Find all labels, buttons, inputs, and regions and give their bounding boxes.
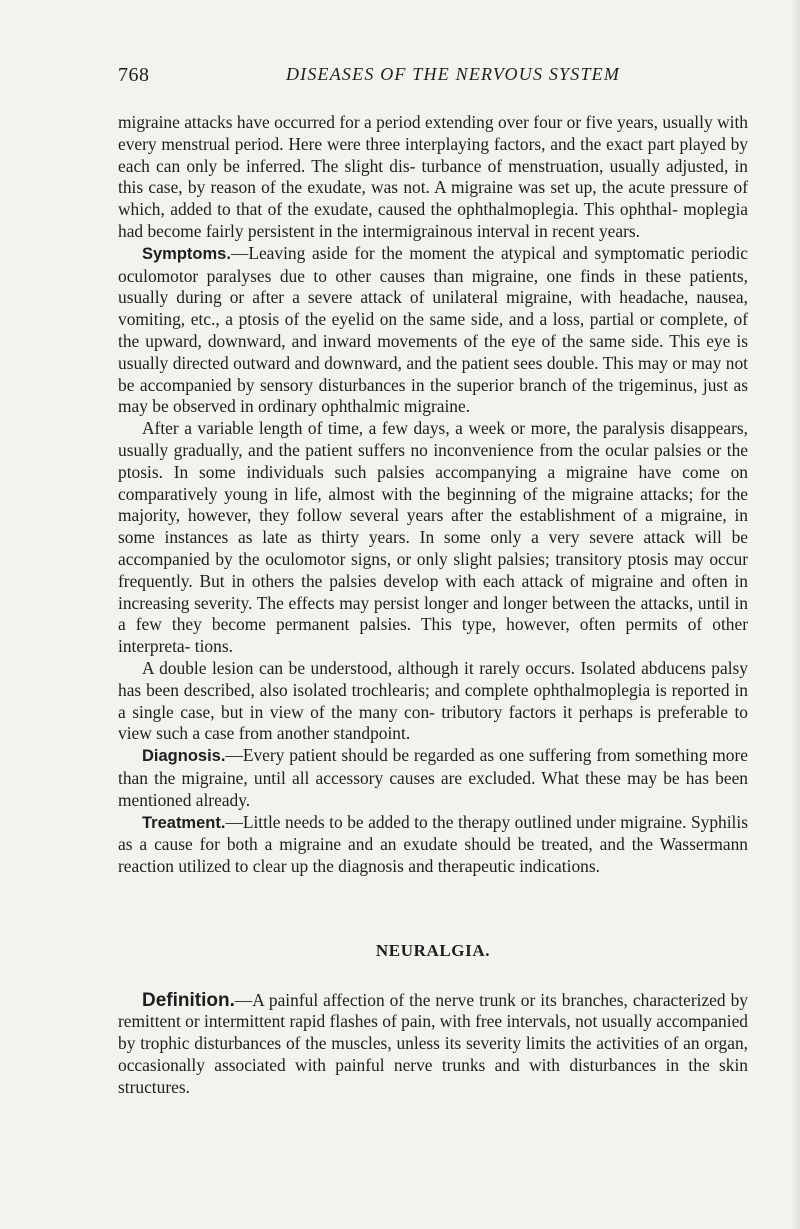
paragraph-course: After a variable length of time, a few days, a week or more, the paralysis disappears, usually gradually, and the patient suffers no inconvenience from the ocular palsies or the ptosis. In some individuals such palsies accompanying a migraine have come on comparatively young in life, almost with the beginning of the migraine attacks; for the majority, however, they follow several years after the establishment of a migraine, in some instances as late as thirty years. In some only a very severe attack will be accompanied by the oculomotor signs, or only slight palsies; transitory ptosis may occur frequently. But in others the palsies develop with each attack of migraine and often in increasing severity. The effects may persist longer and longer between the attacks, until in a few they become permanent palsies. This type, however, often permits of other interpreta- tions. (118, 418, 748, 657)
treatment-heading: Treatment. (142, 813, 226, 832)
paragraph-double-lesion: A double lesion can be understood, although it rarely occurs. Isolated abducens palsy has been described, also isolated trochlearis; and complete ophthalmoplegia is reported in a single case, but in view of the many con- tributory factors it perhaps is preferable to view such a case from another standpoint. (118, 657, 748, 744)
paragraph-definition (118, 990, 748, 1099)
definition-text: —A painful affection of the nerve trunk or its branches, characterized by remittent or intermittent rapid flashes of pain, with free intervals, not usually accompanied by trophic disturbances of the muscles, unless its severity limits the activities of an organ, occasionally associated with painful nerve trunks and with disturbances in the skin structures. (118, 989, 748, 1097)
paragraph-diagnosis (118, 745, 748, 811)
diagnosis-heading: Diagnosis. (142, 747, 226, 766)
page-edge-shadow (790, 0, 800, 1229)
paragraph-treatment (118, 812, 748, 878)
treatment-text: —Little needs to be added to the therapy outlined under migraine. Syphilis as a cause for both a migraine and an exudate should be treated, and the Wassermann reaction utilized to clear up the diagnosis and therapeutic indications. (118, 811, 748, 877)
running-title: DISEASES OF THE NERVOUS SYSTEM (285, 64, 621, 84)
symptoms-heading: Symptoms. (142, 244, 231, 263)
paragraph-symptoms (118, 243, 748, 418)
paragraph-continuation: migraine attacks have occurred for a period extending over four or five years, usually with every menstrual period. Here were three interplaying factors, and the exact part played by each can only be inferred. The slight dis- turbance of menstruation, usually adjusted, in this case, by reason of the exudate, was not. A migraine was set up, the acute pressure of which, added to that of the exudate, caused the ophthalmoplegia. This ophthal- moplegia had become fairly persistent in the intermigrainous interval in recent years. (118, 112, 748, 241)
section-title-neuralgia: NEURALGIA. (375, 940, 491, 960)
symptoms-text: —Leaving aside for the moment the atypical and symptomatic periodic oculomotor paralyses due to other causes than migraine, one finds in these patients, usually during or after a severe attack of unilateral migraine, with headache, nausea, vomiting, etc., a ptosis of the eyelid on the same side, and a loss, partial or complete, of the upward, downward, and inward movements of the eye of the same side. This eye is usually directed outward and downward, and the patient sees double. This may or may not be accompanied by sensory disturbances in the superior branch of the trigeminus, just as may be observed in ordinary ophthalmic migraine. (118, 242, 748, 417)
page-header (118, 64, 748, 94)
body-text (118, 112, 748, 1099)
diagnosis-text: —Every patient should be regarded as one suffering from something more than the migraine, until all accessory causes are excluded. What these may be has been mentioned already. (118, 745, 748, 810)
page-number: 768 (118, 64, 150, 86)
definition-heading: Definition. (142, 989, 235, 1011)
